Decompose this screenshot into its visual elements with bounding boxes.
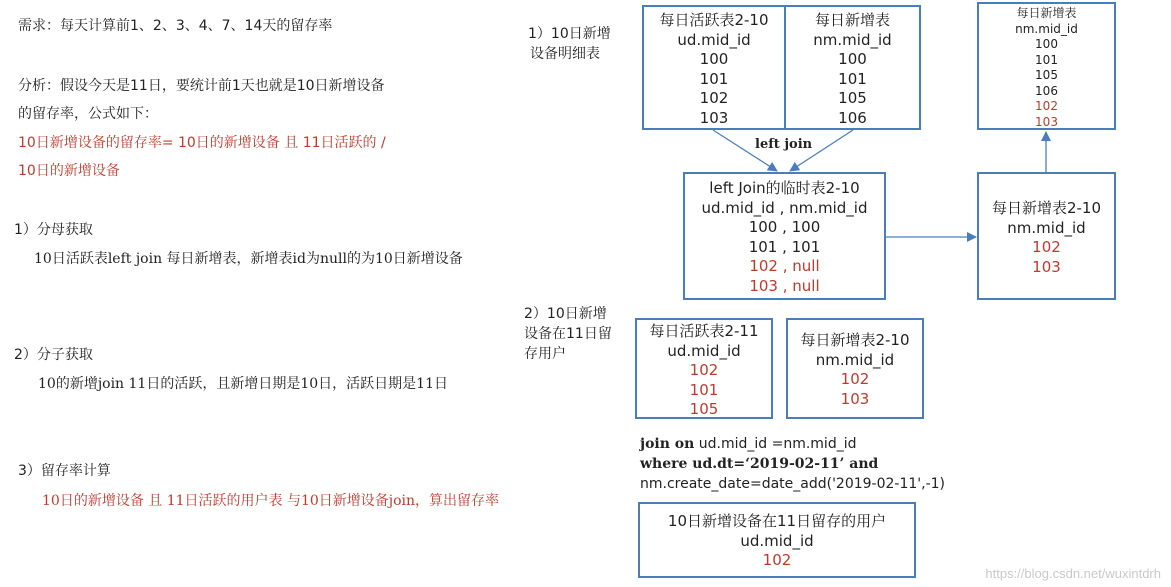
join-sql (640, 434, 945, 494)
column-header: nm.mid_id (815, 350, 895, 369)
date-condition: nm.create_date=date_add('2019-02-11',-1) (640, 476, 946, 492)
table-row: 105 (1035, 68, 1058, 82)
where-clause: where ud.dt=‘2019-02-11’ and (640, 456, 879, 472)
column-header: ud.mid_id (667, 341, 741, 360)
table-row: 103 (1032, 257, 1061, 276)
table-retained-users (638, 502, 916, 578)
step-1-line-1: 1）10日新增 (528, 26, 611, 42)
table-title: left Join的临时表2-10 (709, 179, 860, 197)
table-row: 101 (689, 380, 719, 399)
table-row: 101 , 101 (748, 237, 821, 256)
join-keyword: join on (640, 436, 695, 452)
section-2-body: 10的新增join 11日的活跃，且新增日期是10日，活跃日期是11日 (38, 376, 448, 392)
table-row: 100 (838, 50, 867, 68)
table-active-2-11 (635, 318, 773, 419)
column-header: nm.mid_id (813, 30, 892, 49)
step-2-line-3: 存用户 (524, 346, 566, 362)
table-row: 101 (699, 69, 729, 88)
column-header: nm.mid_id (1007, 218, 1086, 237)
table-row-null: 103 , null (749, 276, 820, 295)
section-2-title: 2）分子获取 (14, 347, 93, 363)
table-row: 105 (689, 400, 719, 418)
table-title: 每日活跃表2-10 (659, 11, 769, 29)
step-2-line-2: 设备在11日留 (524, 326, 612, 342)
table-title: 每日新增表 (1016, 6, 1077, 20)
requirement-text: 需求：每天计算前1、2、3、4、7、14天的留存率 (18, 18, 333, 34)
section-3-body: 10日的新增设备 且 11日活跃的用户表 与10日新增设备join，算出留存率 (42, 493, 500, 509)
table-row: 100 (1035, 37, 1058, 51)
left-join-label: left join (755, 137, 813, 152)
section-1-title: 1）分母获取 (14, 222, 93, 238)
table-row: 102 (1032, 238, 1061, 256)
table-row: 100 , 100 (748, 218, 821, 236)
table-row: 102 (840, 370, 870, 388)
column-header: ud.mid_id (740, 531, 814, 550)
table-row: 106 (1035, 83, 1058, 98)
table-row: 106 (838, 108, 867, 127)
table-title: 每日新增表 (814, 11, 890, 29)
table-title: 每日新增表2-10 (800, 331, 910, 349)
table-row: 101 (838, 69, 867, 88)
formula-line-1: 10日新增设备的留存率= 10日的新增设备 且 11日活跃的 / (18, 135, 386, 151)
table-row-null: 102 , null (749, 257, 820, 275)
table-row: 105 (838, 89, 867, 107)
table-row: 100 (699, 50, 729, 68)
formula-line-2: 10日的新增设备 (18, 163, 120, 179)
table-row-new: 103 (1035, 114, 1058, 129)
table-new-daily-updated (977, 2, 1116, 130)
analysis-line-1: 分析：假设今天是11日，要统计前1天也就是10日新增设备 (18, 78, 385, 94)
table-row-new: 102 (1035, 99, 1058, 113)
table-row: 103 (699, 108, 729, 127)
table-row: 102 (699, 89, 729, 107)
analysis-line-2: 的留存率，公式如下： (18, 106, 158, 122)
table-row: 103 (840, 389, 870, 408)
watermark: https://blog.csdn.net/wuxintdrh (985, 566, 1161, 581)
table-left-join-temp (683, 172, 886, 300)
table-row: 101 (1035, 52, 1058, 67)
step-2-line-1: 2）10日新增 (524, 306, 607, 322)
table-title: 每日活跃表2-11 (649, 322, 759, 340)
step-1-line-2: 设备明细表 (530, 46, 600, 62)
section-1-body: 10日活跃表left join 每日新增表，新增表id为null的为10日新增设备 (34, 251, 463, 267)
column-header: ud.mid_id , nm.mid_id (701, 198, 868, 217)
table-active-2-10 (642, 5, 786, 130)
table-title: 每日新增表2-10 (991, 199, 1102, 217)
table-row: 102 (762, 551, 792, 569)
column-header: nm.mid_id (1015, 21, 1078, 36)
table-new-2-10 (786, 318, 924, 419)
section-3-title: 3）留存率计算 (18, 463, 111, 479)
table-row: 102 (689, 361, 719, 379)
table-new-2-10-result (977, 172, 1116, 300)
column-header: ud.mid_id (677, 30, 751, 49)
table-title: 10日新增设备在11日留存的用户 (667, 512, 887, 530)
table-new-daily (784, 5, 921, 130)
join-condition: ud.mid_id =nm.mid_id (694, 436, 857, 452)
